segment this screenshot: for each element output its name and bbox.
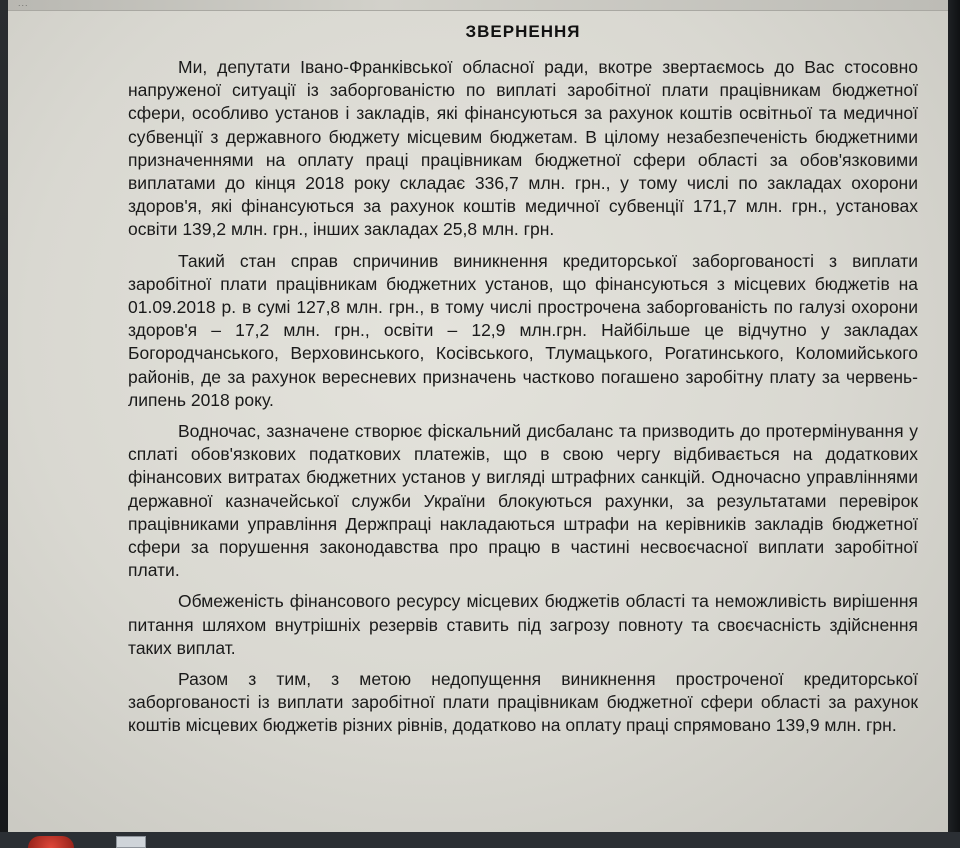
bezel-right-edge xyxy=(948,0,960,848)
previous-page-text: ... xyxy=(18,0,29,8)
paragraph-4: Обмеженість фінансового ресурсу місцевих бюджетів області та неможливість вирішення питання шляхом внутрішніх резервів ставить під загрозу повноту та своєчасність здійснення таких виплат. xyxy=(128,591,918,658)
document-page xyxy=(128,14,918,746)
paragraph-5: Разом з тим, з метою недопущення виникнення простроченої кредиторської заборгованості із виплати заробітної плати працівникам бюджетної сфери області за рахунок коштів місцевих бюджетів різних рівнів, додатково на оплату праці спрямовано 139,9 млн. грн. xyxy=(128,669,918,736)
paragraph-1: Ми, депутати Івано-Франківської обласної ради, вкотре звертаємось до Вас стосовно напруженої ситуації із заборгованістю по виплаті заробітної плати працівникам бюджетної сфери, особливо установ і закладів, які фінансуються за рахунок коштів освітньої та медичної субвенції з державного бюджету місцевим бюджетам. В цілому незабезпеченість бюджетними призначеннями на оплату праці працівникам бюджетної сфери області за обов'язковими виплатами до кінця 2018 року складає 336,7 млн. грн., у тому числі по закладах охорони здоров'я, які фінансуються за рахунок коштів медичної субвенції 171,7 млн. грн., установах освіти 139,2 млн. грн., інших закладах 25,8 млн. грн. xyxy=(128,57,918,240)
document-viewer[interactable] xyxy=(8,0,948,832)
start-button-icon[interactable] xyxy=(28,836,74,848)
paragraph-2: Такий стан справ спричинив виникнення кредиторської заборгованості з виплати заробітної плати працівникам бюджетних установ, що фінансуються з місцевих бюджетів на 01.09.2018 р. в сумі 127,8 млн. грн., в тому числі прострочена заборгованість по галузі охорони здоров'я – 17,2 млн. грн., освіти – 12,9 млн.грн. Найбільше це відчутно у закладах Богородчанського, Верховинського, Косівського, Тлумацького, Рогатинського, Коломийського районів, де за рахунок вересневих призначень частково погашено заробітну плату за червень-липень 2018 року. xyxy=(128,250,918,410)
window-button-icon[interactable] xyxy=(116,836,146,848)
taskbar xyxy=(0,832,960,848)
paragraph-3: Водночас, зазначене створює фіскальний дисбаланс та призводить до протермінування у сплаті обов'язкових податкових платежів, що в свою чергу відбивається на додаткових фінансових витратах бюджетних установ у вигляді штрафних санкцій. Одночасно управліннями державної казначейської служби України блокуються рахунки, за результатами перевірок працівниками управління Держпраці накладаються штрафи на керівників закладів бюджетної сфери за порушення законодавства про працю в частині несвоєчасної виплати заробітної плати. xyxy=(128,421,918,581)
previous-page-strip xyxy=(8,0,948,11)
document-title: ЗВЕРНЕННЯ xyxy=(465,22,581,41)
